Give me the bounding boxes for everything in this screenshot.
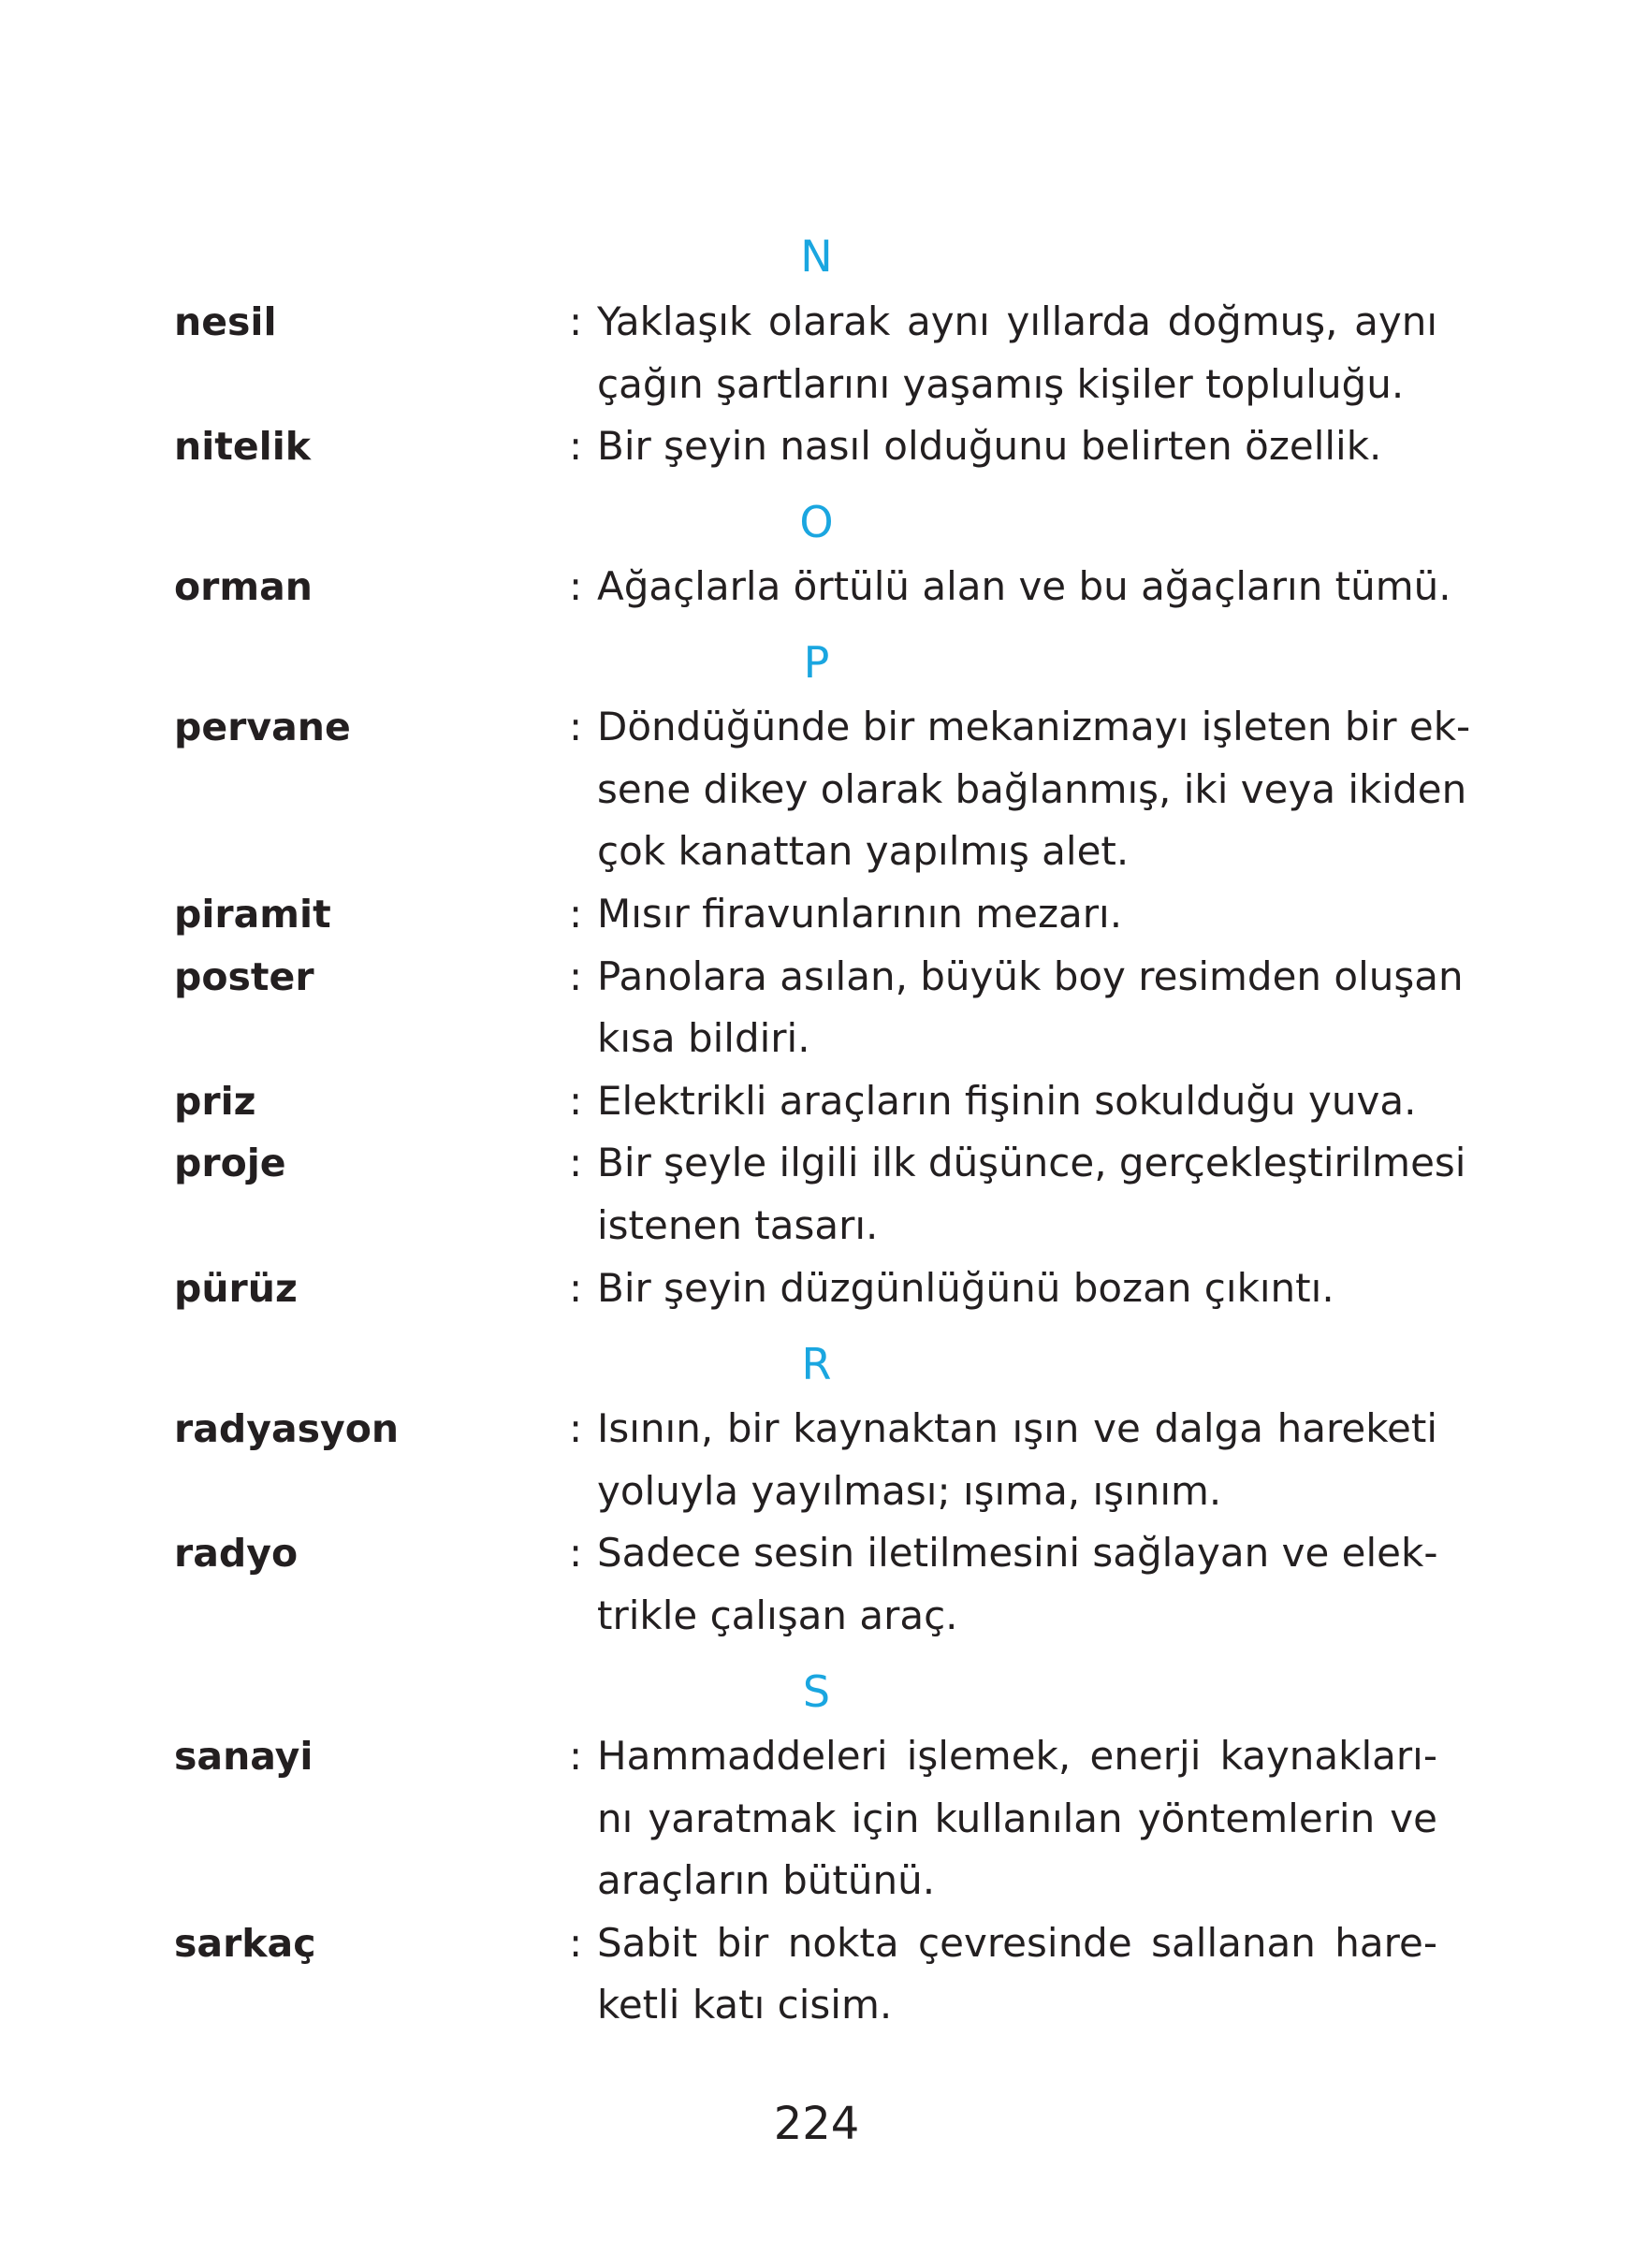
definition-line: Mısır firavunlarının mezarı.: [597, 891, 1123, 937]
definition-line: Isının, bir kaynaktan ışın ve dalga hareketi: [597, 1405, 1437, 1451]
term-radyo: radyo: [174, 1531, 299, 1576]
section-letter-r: R: [801, 1339, 832, 1389]
term-pervane: pervane: [174, 705, 351, 749]
definition-line: istenen tasarı.: [597, 1202, 879, 1248]
colon: :: [569, 953, 583, 999]
colon: :: [569, 1405, 583, 1451]
term-radyasyon: radyasyon: [174, 1406, 400, 1451]
colon: :: [569, 1265, 583, 1311]
definition-line: trikle çalışan araç.: [597, 1592, 958, 1638]
term-orman: orman: [174, 564, 313, 609]
colon: :: [569, 1733, 583, 1779]
definition-line: çağın şartlarını yaşamış kişiler topluluğu.: [597, 361, 1405, 407]
definition-line: Panolara asılan, büyük boy resimden oluşan: [597, 953, 1464, 999]
term-priz: priz: [174, 1079, 256, 1124]
definition-line: Bir şeyin nasıl olduğunu belirten özellik.: [597, 423, 1382, 469]
term-nesil: nesil: [174, 299, 277, 344]
colon: :: [569, 423, 583, 469]
definition-line: araçların bütünü.: [597, 1857, 936, 1903]
term-poster: poster: [174, 954, 314, 999]
definition-line: sene dikey olarak bağlanmış, iki veya ikiden: [597, 766, 1467, 812]
colon: :: [569, 1530, 583, 1576]
term-puruz: pürüz: [174, 1266, 298, 1311]
colon: :: [569, 563, 583, 609]
section-letter-o: O: [799, 497, 834, 547]
definition-line: Bir şeyin düzgünlüğünü bozan çıkıntı.: [597, 1265, 1334, 1311]
definition-line: Bir şeyle ilgili ilk düşünce, gerçekleştirilmesi: [597, 1140, 1466, 1185]
section-letter-p: P: [803, 637, 830, 688]
definition-line: Sadece sesin iletilmesini sağlayan ve elek-: [597, 1530, 1438, 1576]
colon: :: [569, 1140, 583, 1185]
definition-line: Elektrikli araçların fişinin sokulduğu yuva.: [597, 1078, 1417, 1124]
colon: :: [569, 298, 583, 344]
term-piramit: piramit: [174, 892, 331, 937]
definition-line: nı yaratmak için kullanılan yöntemlerin ve: [597, 1796, 1437, 1841]
definition-line: Hammaddeleri işlemek, enerji kaynakları-: [597, 1733, 1437, 1779]
term-sanayi: sanayi: [174, 1734, 313, 1779]
definition-line: Ağaçlarla örtülü alan ve bu ağaçların tümü.: [597, 563, 1451, 609]
definition-line: yoluyla yayılması; ışıma, ışınım.: [597, 1468, 1222, 1514]
term-nitelik: nitelik: [174, 424, 312, 469]
definition-line: Sabit bir nokta çevresinde sallanan hare-: [597, 1920, 1437, 1966]
definition-line: Yaklaşık olarak aynı yıllarda doğmuş, aynı: [597, 298, 1437, 344]
colon: :: [569, 1920, 583, 1966]
definition-line: Döndüğünde bir mekanizmayı işleten bir ek-: [597, 704, 1471, 749]
section-letter-s: S: [802, 1666, 831, 1717]
section-letter-n: N: [800, 231, 833, 282]
definition-line: çok kanattan yapılmış alet.: [597, 828, 1130, 874]
term-sarkac: sarkaç: [174, 1921, 316, 1966]
colon: :: [569, 1078, 583, 1124]
page-number: 224: [773, 2098, 860, 2150]
definition-line: ketli katı cisim.: [597, 1982, 893, 2028]
definition-line: kısa bildiri.: [597, 1015, 810, 1061]
colon: :: [569, 891, 583, 937]
term-proje: proje: [174, 1141, 286, 1185]
colon: :: [569, 704, 583, 749]
